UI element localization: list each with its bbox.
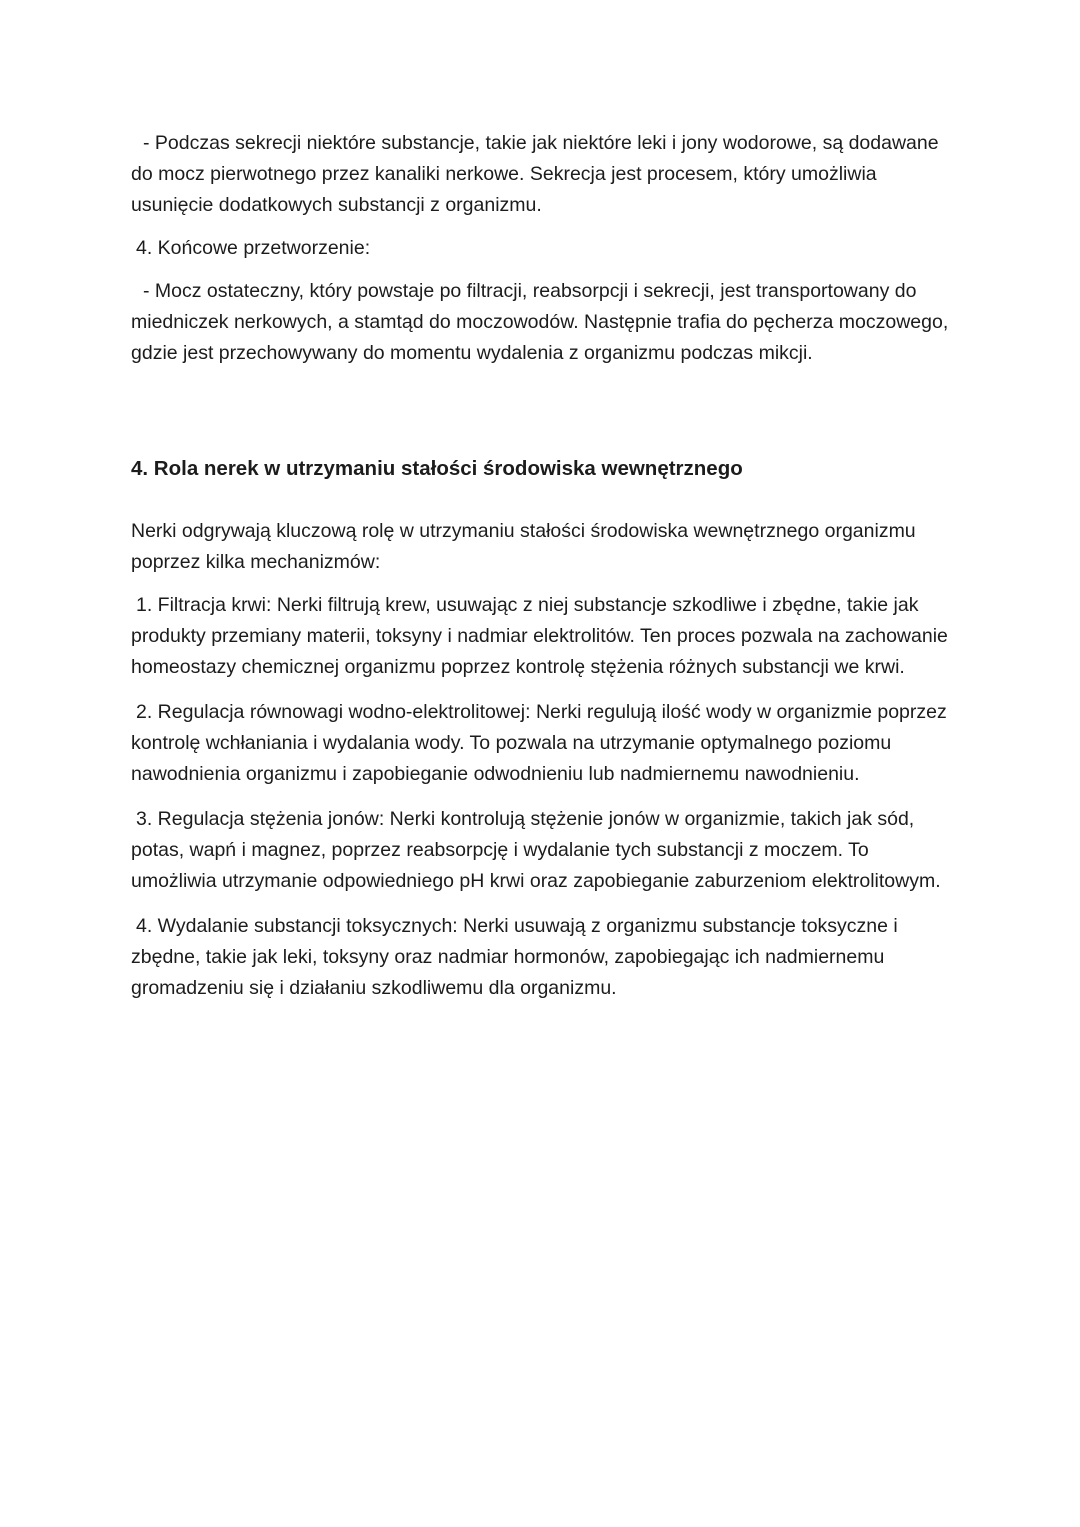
list-item-filtration: 1. Filtracja krwi: Nerki filtrują krew, usuwając z niej substancje szkodliwe i zbędne, takie jak produkty przemiany materii, toksyny i nadmiar elektrolitów. Ten proces pozwala na zachowanie homeostazy chemicznej organizmu poprzez kontrolę stężenia różnych substancji we krwi.	[131, 594, 948, 678]
list-item-toxin-excretion: 4. Wydalanie substancji toksycznych: Nerki usuwają z organizmu substancje toksyczne i zbędne, takie jak leki, toksyny oraz nadmiar hormonów, zapobiegając ich nadmiernemu gromadzeniu się i działaniu szkodliwemu dla organizmu.	[131, 915, 898, 999]
section-intro: Nerki odgrywają kluczową rolę w utrzymaniu stałości środowiska wewnętrznego organizmu poprzez kilka mechanizmów:	[131, 520, 916, 573]
final-processing-heading: 4. Końcowe przetworzenie:	[136, 237, 371, 259]
list-item-water-balance: 2. Regulacja równowagi wodno-elektrolitowej: Nerki regulują ilość wody w organizmie poprzez kontrolę wchłaniania i wydalania wody. To pozwala na utrzymanie optymalnego poziomu nawodnienia organizmu i zapobieganie odwodnieniu lub nadmiernemu nawodnieniu.	[131, 701, 947, 785]
final-urine-paragraph: - Mocz ostateczny, który powstaje po filtracji, reabsorpcji i sekrecji, jest transportowany do miedniczek nerkowych, a stamtąd do moczowodów. Następnie trafia do pęcherza moczowego, gdzie jest przechowywany do momentu wydalenia z organizmu podczas mikcji.	[131, 280, 949, 364]
section-heading: 4. Rola nerek w utrzymaniu stałości środowiska wewnętrznego	[131, 457, 743, 480]
secretion-paragraph: - Podczas sekrecji niektóre substancje, takie jak niektóre leki i jony wodorowe, są dodawane do mocz pierwotnego przez kanaliki nerkowe. Sekrecja jest procesem, który umożliwia usunięcie dodatkowych substancji z organizmu.	[131, 132, 939, 216]
list-item-ion-regulation: 3. Regulacja stężenia jonów: Nerki kontrolują stężenie jonów w organizmie, takich jak sód, potas, wapń i magnez, poprzez reabsorpcję i wydalanie tych substancji z moczem. To umożliwia utrzymanie odpowiedniego pH krwi oraz zapobieganie zaburzeniom elektrolitowym.	[131, 808, 941, 892]
section-spacer	[131, 381, 951, 453]
document-body	[131, 128, 951, 1016]
